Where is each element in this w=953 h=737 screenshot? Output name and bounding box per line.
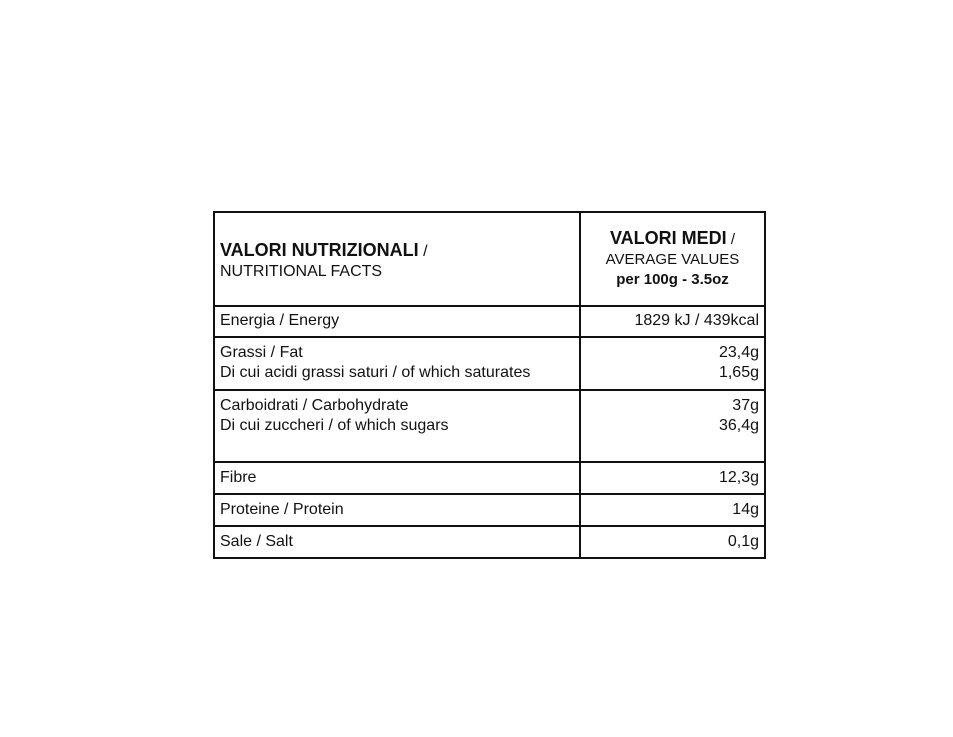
header-title-slash: /	[418, 242, 428, 260]
header-value-title-line	[586, 228, 759, 250]
row-sublabel: Di cui zuccheri / of which sugars	[220, 417, 449, 434]
row-value-cell	[580, 390, 765, 462]
row-label-cell	[214, 526, 580, 558]
row-value: 23,4g	[718, 344, 759, 361]
row-label: Carboidrati / Carbohydrate	[220, 397, 409, 414]
row-value-cell	[580, 462, 765, 494]
row-label-cell	[214, 306, 580, 337]
row-label: Proteine / Protein	[220, 501, 344, 518]
header-label-cell	[214, 212, 580, 306]
table-row-fibre	[214, 462, 765, 494]
row-value: 12,3g	[718, 469, 759, 486]
table-header-row	[214, 212, 765, 306]
header-value-slash: /	[726, 231, 735, 248]
row-label-cell	[214, 337, 580, 390]
header-value-per: per 100g - 3.5oz	[616, 271, 729, 288]
table-row-salt	[214, 526, 765, 558]
table-row-fat	[214, 337, 765, 390]
row-label-cell	[214, 462, 580, 494]
row-value: 1829 kJ / 439kcal	[634, 312, 759, 329]
row-value-cell	[580, 494, 765, 526]
header-title-line	[220, 240, 574, 262]
row-value: 37g	[732, 397, 759, 414]
row-label: Energia / Energy	[220, 312, 340, 329]
table-row-protein	[214, 494, 765, 526]
row-value-cell	[580, 306, 765, 337]
row-value: 0,1g	[727, 533, 759, 550]
header-value-cell	[580, 212, 765, 306]
row-label: Fibre	[220, 469, 257, 486]
nutrition-table	[213, 211, 766, 559]
row-value-cell	[580, 526, 765, 558]
header-subtitle: NUTRITIONAL FACTS	[220, 262, 383, 280]
header-value-subtitle: AVERAGE VALUES	[605, 251, 740, 268]
row-value: 14g	[732, 501, 759, 518]
row-label-cell	[214, 390, 580, 462]
row-label: Sale / Salt	[220, 533, 293, 550]
header-value-title: VALORI MEDI	[609, 228, 727, 248]
row-label: Grassi / Fat	[220, 344, 303, 361]
row-subvalue: 36,4g	[718, 417, 759, 434]
row-value-cell	[580, 337, 765, 390]
row-subvalue: 1,65g	[718, 364, 759, 381]
row-label-cell	[214, 494, 580, 526]
table-row-carbohydrate	[214, 390, 765, 462]
table-row-energy	[214, 306, 765, 337]
row-sublabel: Di cui acidi grassi saturi / of which saturates	[220, 364, 531, 381]
header-title: VALORI NUTRIZIONALI	[220, 239, 419, 260]
